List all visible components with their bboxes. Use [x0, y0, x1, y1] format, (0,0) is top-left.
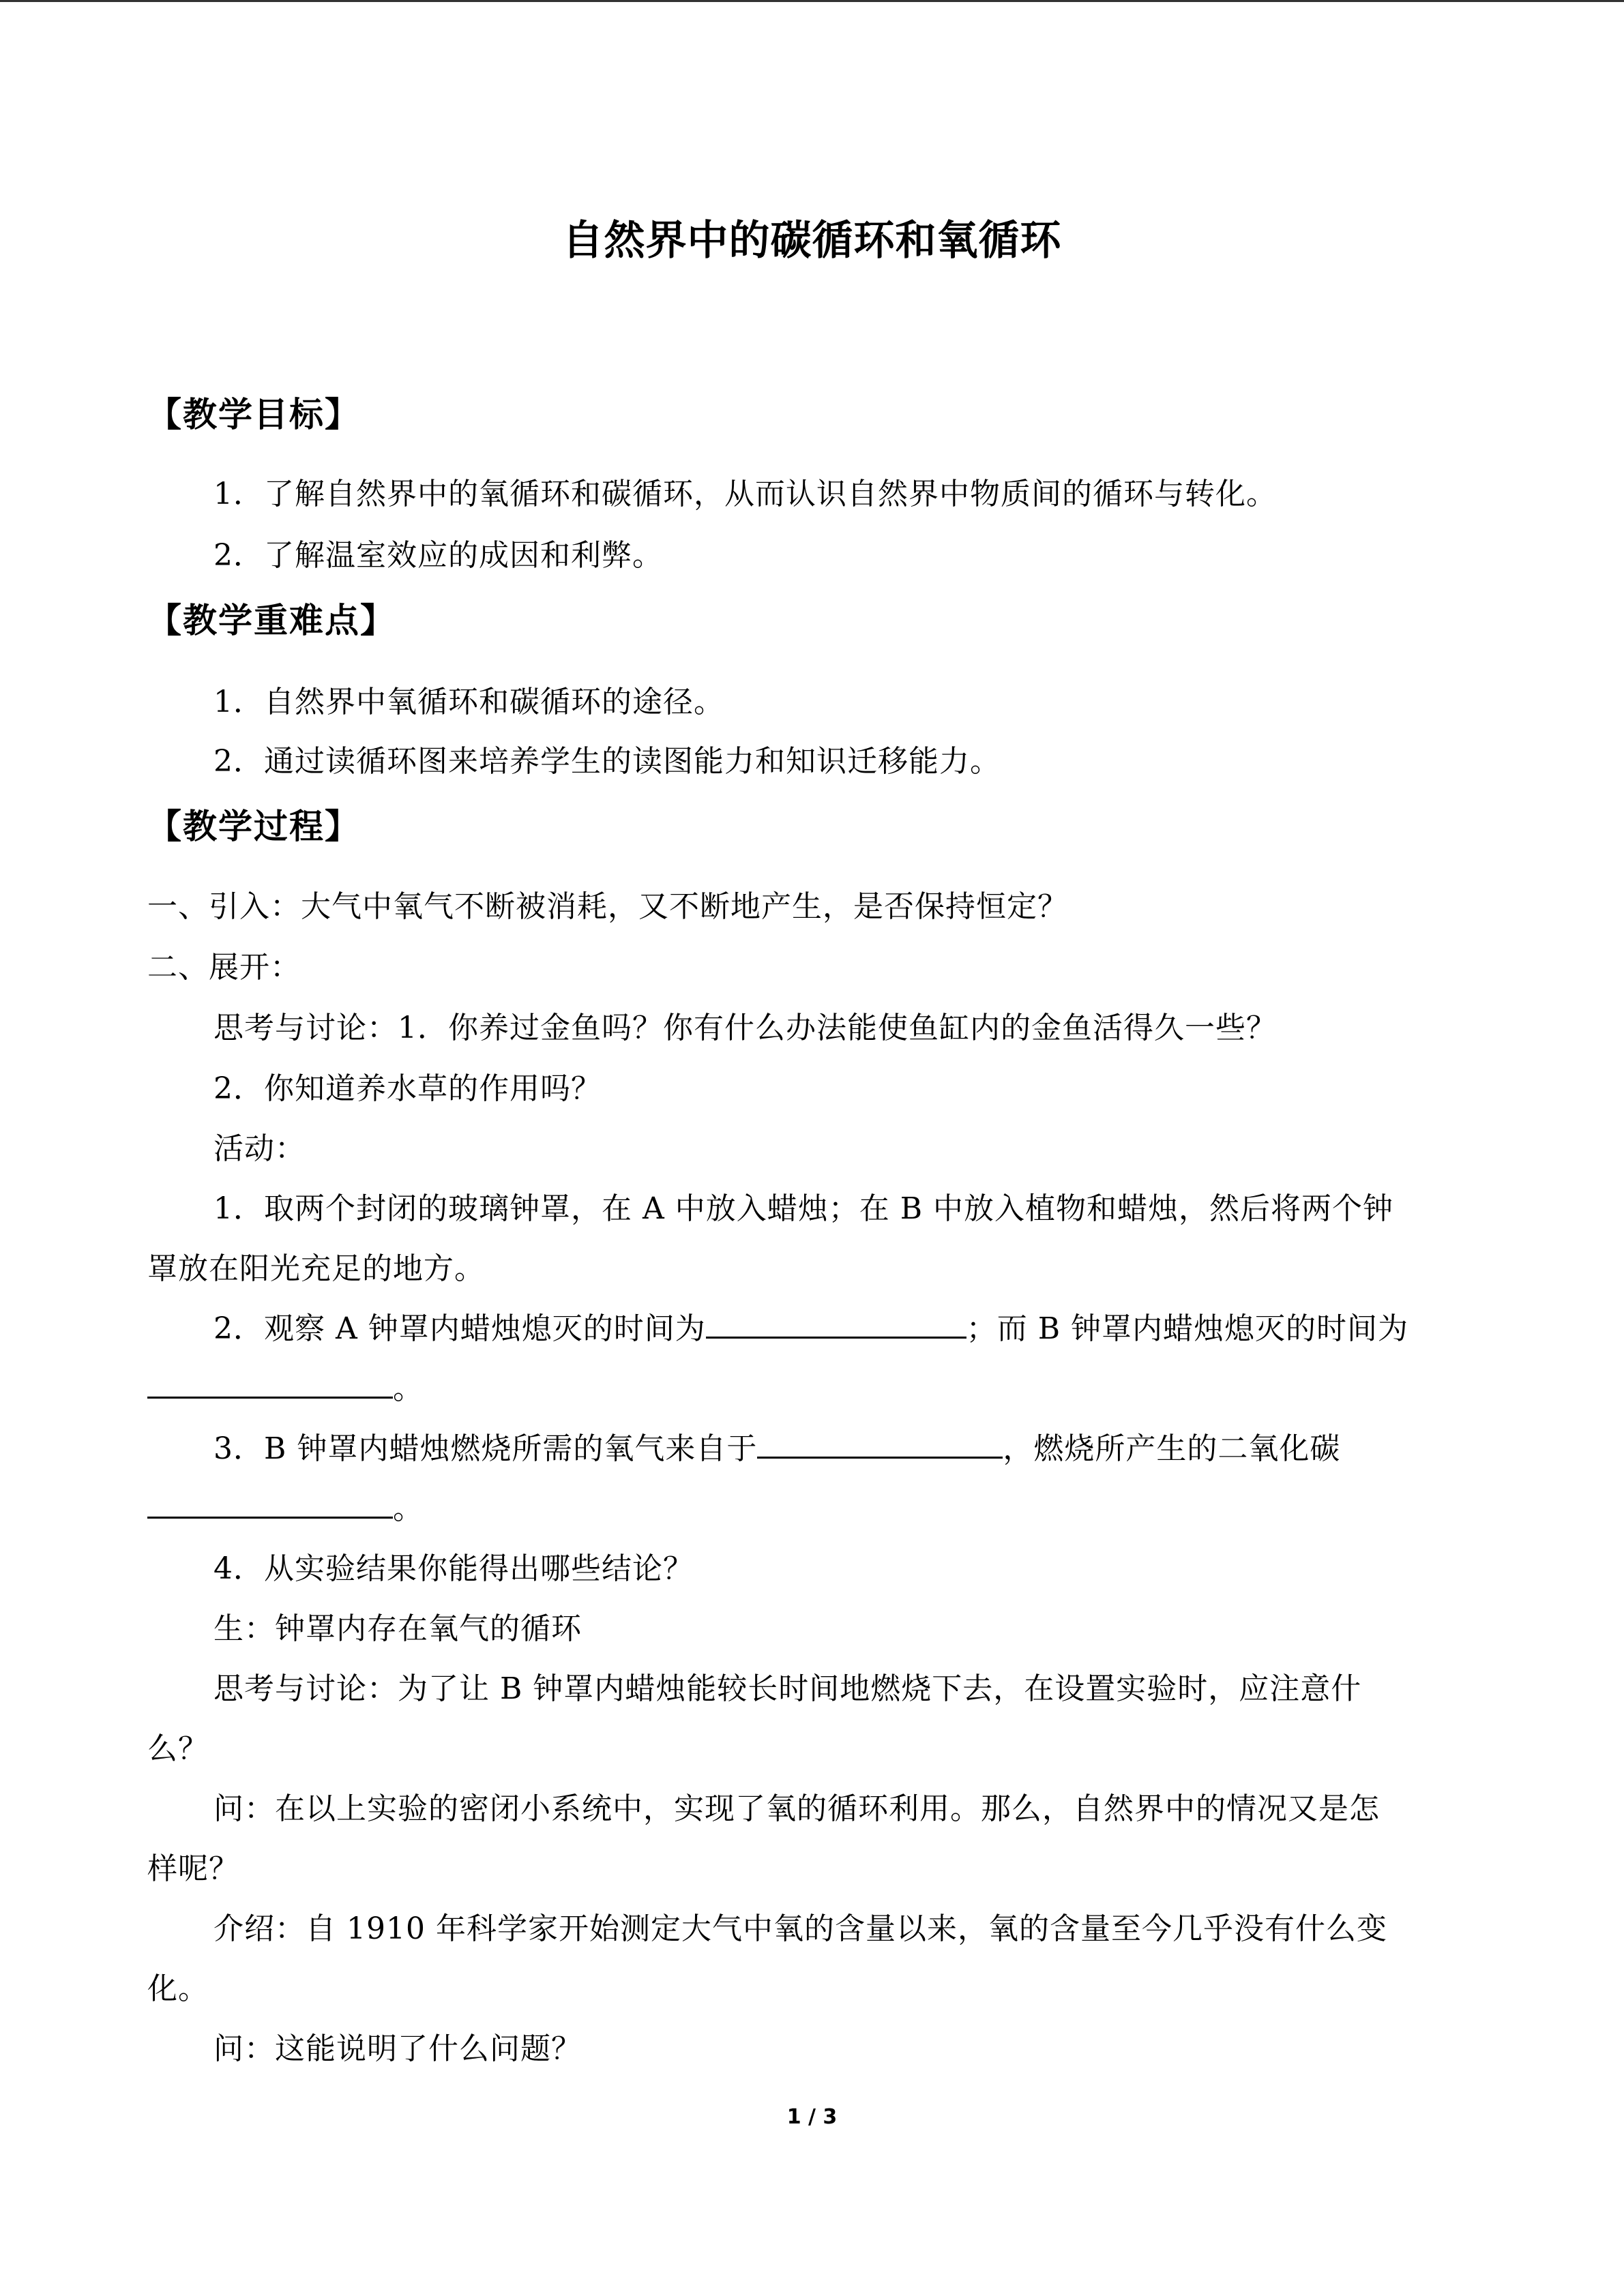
- activity-step-1-line-2: 罩放在阳光充足的地方。: [147, 1251, 485, 1286]
- discussion-1-question-2: 2．你知道养水草的作用吗？: [213, 1071, 602, 1106]
- activity-step-3-line-2: [147, 1485, 424, 1533]
- activity-step-4: 4．从实验结果你能得出哪些结论？: [213, 1551, 694, 1586]
- section-heading-process: 【教学过程】: [147, 807, 360, 846]
- discussion-2-line-1: 思考与讨论：为了让 B 钟罩内蜡烛能较长时间地燃烧下去，在设置实验时，应注意什: [213, 1671, 1362, 1706]
- document-title: 自然界中的碳循环和氧循环: [562, 217, 1062, 265]
- activity-step-1-line-1: 1．取两个封闭的玻璃钟罩，在 A 中放入蜡烛；在 B 中放入植物和蜡烛，然后将两个钟: [213, 1191, 1394, 1226]
- discussion-1: 思考与讨论：1．你养过金鱼吗？你有什么办法能使鱼缸内的金鱼活得久一些？: [213, 1011, 1277, 1045]
- key-point-item-1: 1．自然界中氧循环和碳循环的途径。: [213, 685, 724, 719]
- step-2-blank-1: [706, 1307, 966, 1339]
- question-1-line-1: 问：在以上实验的密闭小系统中，实现了氧的循环利用。那么，自然界中的情况又是怎: [213, 1791, 1380, 1826]
- step-3-text-a: 3．B 钟罩内蜡烛燃烧所需的氧气来自于: [213, 1431, 758, 1466]
- step-3-text-b: ，燃烧所产生的二氧化碳: [1003, 1431, 1341, 1466]
- discussion-2-line-2: 么？: [147, 1731, 209, 1766]
- section-heading-goals: 【教学目标】: [147, 395, 360, 434]
- expand-line: 二、展开：: [147, 950, 301, 985]
- step-3-blank-1: [757, 1427, 1003, 1459]
- goal-item-1: 1．了解自然界中的氧循环和碳循环，从而认识自然界中物质间的循环与转化。: [213, 477, 1277, 511]
- question-2: 问：这能说明了什么问题？: [213, 2031, 582, 2066]
- activity-label: 活动：: [213, 1131, 306, 1166]
- step-2-end-mark: 。: [393, 1371, 424, 1406]
- introduction-2-line-2: 化。: [147, 1971, 209, 2006]
- intro-line: 一、引入：大气中氧气不断被消耗，又不断地产生，是否保持恒定？: [147, 889, 1068, 924]
- step-3-end-mark: 。: [393, 1491, 424, 1526]
- page-number: 1 / 3: [786, 2105, 838, 2129]
- top-border-line: [0, 0, 1624, 2]
- student-answer: 生：钟罩内存在氧气的循环: [213, 1611, 582, 1646]
- section-heading-key-points: 【教学重难点】: [147, 601, 396, 640]
- activity-step-2-line-2: [147, 1365, 424, 1413]
- step-2-text-a: 2．观察 A 钟罩内蜡烛熄灭的时间为: [213, 1311, 706, 1346]
- activity-step-2: [213, 1305, 1408, 1353]
- activity-step-3: [213, 1425, 1340, 1473]
- step-2-blank-2: [147, 1367, 393, 1399]
- introduction-2-line-1: 介绍：自 1910 年科学家开始测定大气中氧的含量以来，氧的含量至今几乎没有什么变: [213, 1911, 1387, 1946]
- step-2-text-b: ；而 B 钟罩内蜡烛熄灭的时间为: [966, 1311, 1409, 1346]
- question-1-line-2: 样呢？: [147, 1851, 239, 1886]
- goal-item-2: 2．了解温室效应的成因和利弊。: [213, 538, 663, 573]
- key-point-item-2: 2．通过读循环图来培养学生的读图能力和知识迁移能力。: [213, 744, 1001, 779]
- step-3-blank-2: [147, 1487, 393, 1519]
